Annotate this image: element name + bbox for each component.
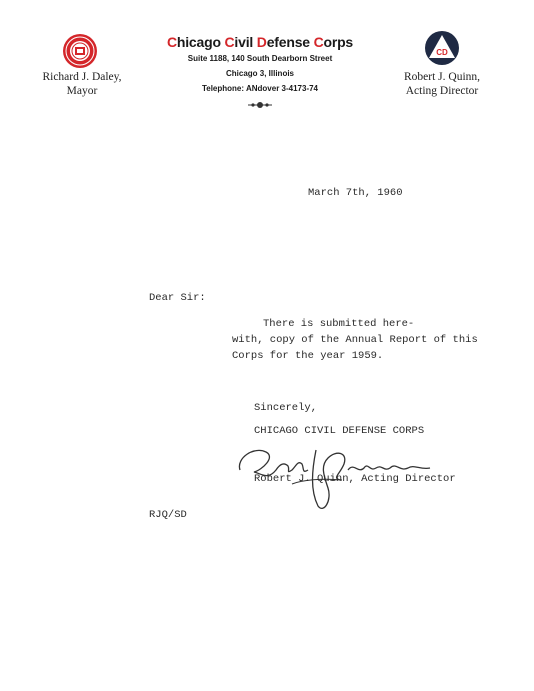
civil-defense-logo-icon <box>424 30 460 66</box>
salutation: Dear Sir: <box>149 292 206 304</box>
letter-date: March 7th, 1960 <box>308 187 403 199</box>
closing: Sincerely, <box>254 402 318 414</box>
org-title-cap-3: D <box>256 34 267 50</box>
telephone-line: Telephone: ANdover 3-4173-74 <box>201 84 319 93</box>
cd-logo-letters: CD <box>436 48 448 57</box>
typist-initials: RJQ/SD <box>149 509 187 521</box>
org-title-cap-1: C <box>166 34 177 50</box>
org-title-rest-1: hicago <box>176 34 225 50</box>
org-title-rest-4: orps <box>323 34 354 50</box>
org-title-cap-2: C <box>224 34 235 50</box>
org-title-rest-2: ivil <box>234 34 257 50</box>
org-title <box>150 34 370 50</box>
mayor-title: Mayor <box>66 85 98 97</box>
body-line-2: with, copy of the Annual Report of this <box>232 334 478 346</box>
address-line-2: Chicago 3, Illinois <box>225 69 294 78</box>
org-signature: CHICAGO CIVIL DEFENSE CORPS <box>254 425 425 437</box>
org-title-rest-3: efense <box>266 34 314 50</box>
mayor-name: Richard J. Daley, <box>42 71 122 83</box>
address-line-1: Suite 1188, 140 South Dearborn Street <box>187 54 333 63</box>
director-block <box>382 70 502 98</box>
ornament-divider-icon <box>247 100 273 110</box>
signer-name: Robert J. Quinn, Acting Director <box>254 473 456 485</box>
director-title: Acting Director <box>405 85 479 97</box>
city-seal-icon <box>62 33 98 69</box>
body-line-3: Corps for the year 1959. <box>232 350 384 362</box>
body-line-1: There is submitted here- <box>263 318 415 330</box>
mayor-block <box>22 70 142 98</box>
director-name: Robert J. Quinn, <box>403 71 481 83</box>
org-title-cap-4: C <box>313 34 324 50</box>
